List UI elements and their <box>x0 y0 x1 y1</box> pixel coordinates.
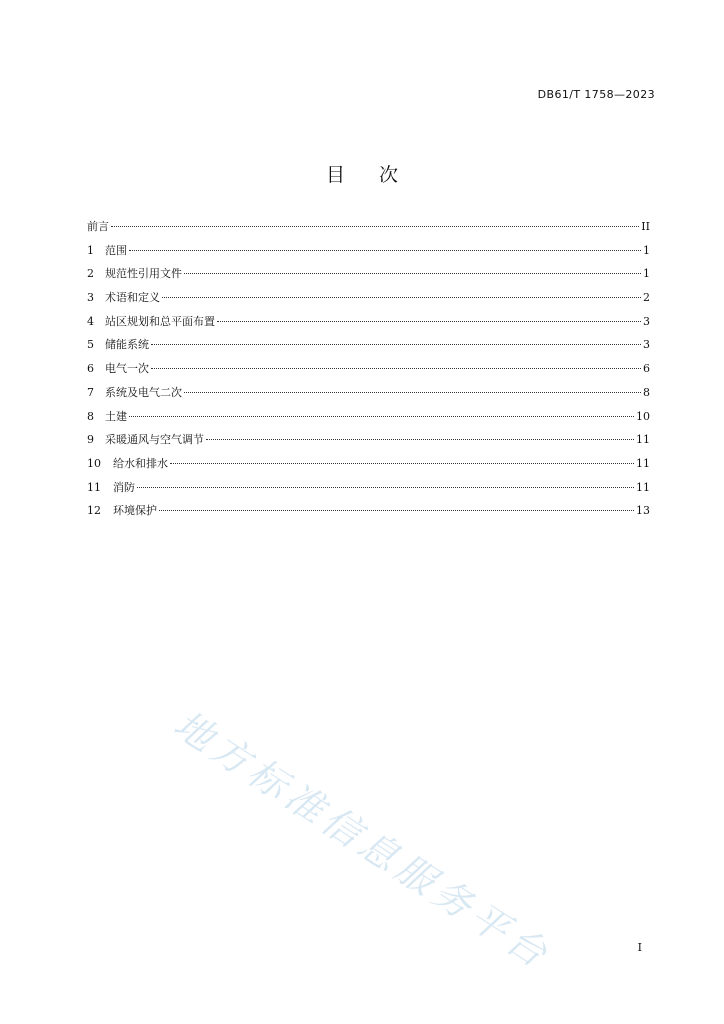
toc-entry-label: 储能系统 <box>105 338 149 352</box>
toc-entry-page: 2 <box>643 291 650 305</box>
toc-entry[interactable] <box>87 360 650 384</box>
watermark: 地方标准信息服务平台 <box>166 701 560 979</box>
toc-leader-dots <box>184 392 641 393</box>
toc-leader-dots <box>151 344 641 345</box>
toc-leader-dots <box>206 439 634 440</box>
toc-leader-dots <box>217 321 641 322</box>
toc-entry-page: 3 <box>643 338 650 352</box>
toc-entry[interactable] <box>87 313 650 337</box>
toc-entry[interactable] <box>87 502 650 526</box>
toc-entry-page: 13 <box>636 504 650 518</box>
toc-entry-label: 系统及电气二次 <box>105 385 182 399</box>
toc-entry-label: 环境保护 <box>113 504 157 518</box>
toc-entry[interactable] <box>87 479 650 503</box>
toc-leader-dots <box>151 368 641 369</box>
toc-entry-label: 范围 <box>105 243 127 257</box>
toc-entry[interactable] <box>87 431 650 455</box>
toc-entry-number: 7 <box>87 385 94 399</box>
toc-entry-label: 规范性引用文件 <box>105 267 182 281</box>
title-char-2: 次 <box>379 164 399 186</box>
toc-entry-page: 8 <box>643 385 650 399</box>
toc-entry-label: 消防 <box>113 480 135 494</box>
toc-entry-number: 4 <box>87 314 94 328</box>
toc-leader-dots <box>162 297 641 298</box>
toc-leader-dots <box>184 273 641 274</box>
toc-entry-number: 10 <box>87 456 101 470</box>
toc-entry-number: 12 <box>87 504 101 518</box>
toc-leader-dots <box>129 416 634 417</box>
toc-entry[interactable] <box>87 265 650 289</box>
toc-entry-number: 8 <box>87 409 94 423</box>
toc-entry-page: II <box>641 220 650 233</box>
toc-entry-label: 术语和定义 <box>105 291 160 305</box>
toc-leader-dots <box>129 250 641 251</box>
toc-entry-label: 前言 <box>87 220 109 233</box>
toc-entry-number: 11 <box>87 480 101 494</box>
toc-entry-number: 3 <box>87 291 94 305</box>
toc-leader-dots <box>137 487 634 488</box>
toc-entry-page: 1 <box>643 243 650 257</box>
toc-entry-label: 站区规划和总平面布置 <box>105 314 215 328</box>
toc-entry[interactable] <box>87 242 650 266</box>
toc-entry-label: 电气一次 <box>105 362 149 376</box>
toc-entry-page: 1 <box>643 267 650 281</box>
toc-entry-number: 1 <box>87 243 94 257</box>
toc-entry-number: 5 <box>87 338 94 352</box>
toc-entry[interactable] <box>87 336 650 360</box>
toc-entry[interactable] <box>87 218 650 242</box>
toc-entry[interactable] <box>87 408 650 432</box>
toc-entry[interactable] <box>87 289 650 313</box>
toc-leader-dots <box>170 463 634 464</box>
toc-entry-label: 采暖通风与空气调节 <box>105 433 204 447</box>
toc-entry[interactable] <box>87 384 650 408</box>
page-title <box>0 160 724 187</box>
toc-entry-label: 土建 <box>105 409 127 423</box>
toc-entry-label: 给水和排水 <box>113 456 168 470</box>
toc-leader-dots <box>111 226 639 227</box>
toc-entry-page: 11 <box>636 480 650 494</box>
toc-entry-page: 11 <box>636 433 650 447</box>
toc-entry-page: 6 <box>643 362 650 376</box>
toc-entry-page: 11 <box>636 456 650 470</box>
toc-leader-dots <box>159 510 634 511</box>
page-number: I <box>637 941 642 954</box>
toc-entry-number: 6 <box>87 362 94 376</box>
document-code: DB61/T 1758—2023 <box>537 88 655 101</box>
toc-entry-number: 9 <box>87 433 94 447</box>
toc-entry[interactable] <box>87 455 650 479</box>
toc-entry-page: 10 <box>636 409 650 423</box>
toc-entry-number: 2 <box>87 267 94 281</box>
toc-entry-page: 3 <box>643 314 650 328</box>
table-of-contents <box>87 218 650 526</box>
title-char-1: 目 <box>325 164 345 186</box>
